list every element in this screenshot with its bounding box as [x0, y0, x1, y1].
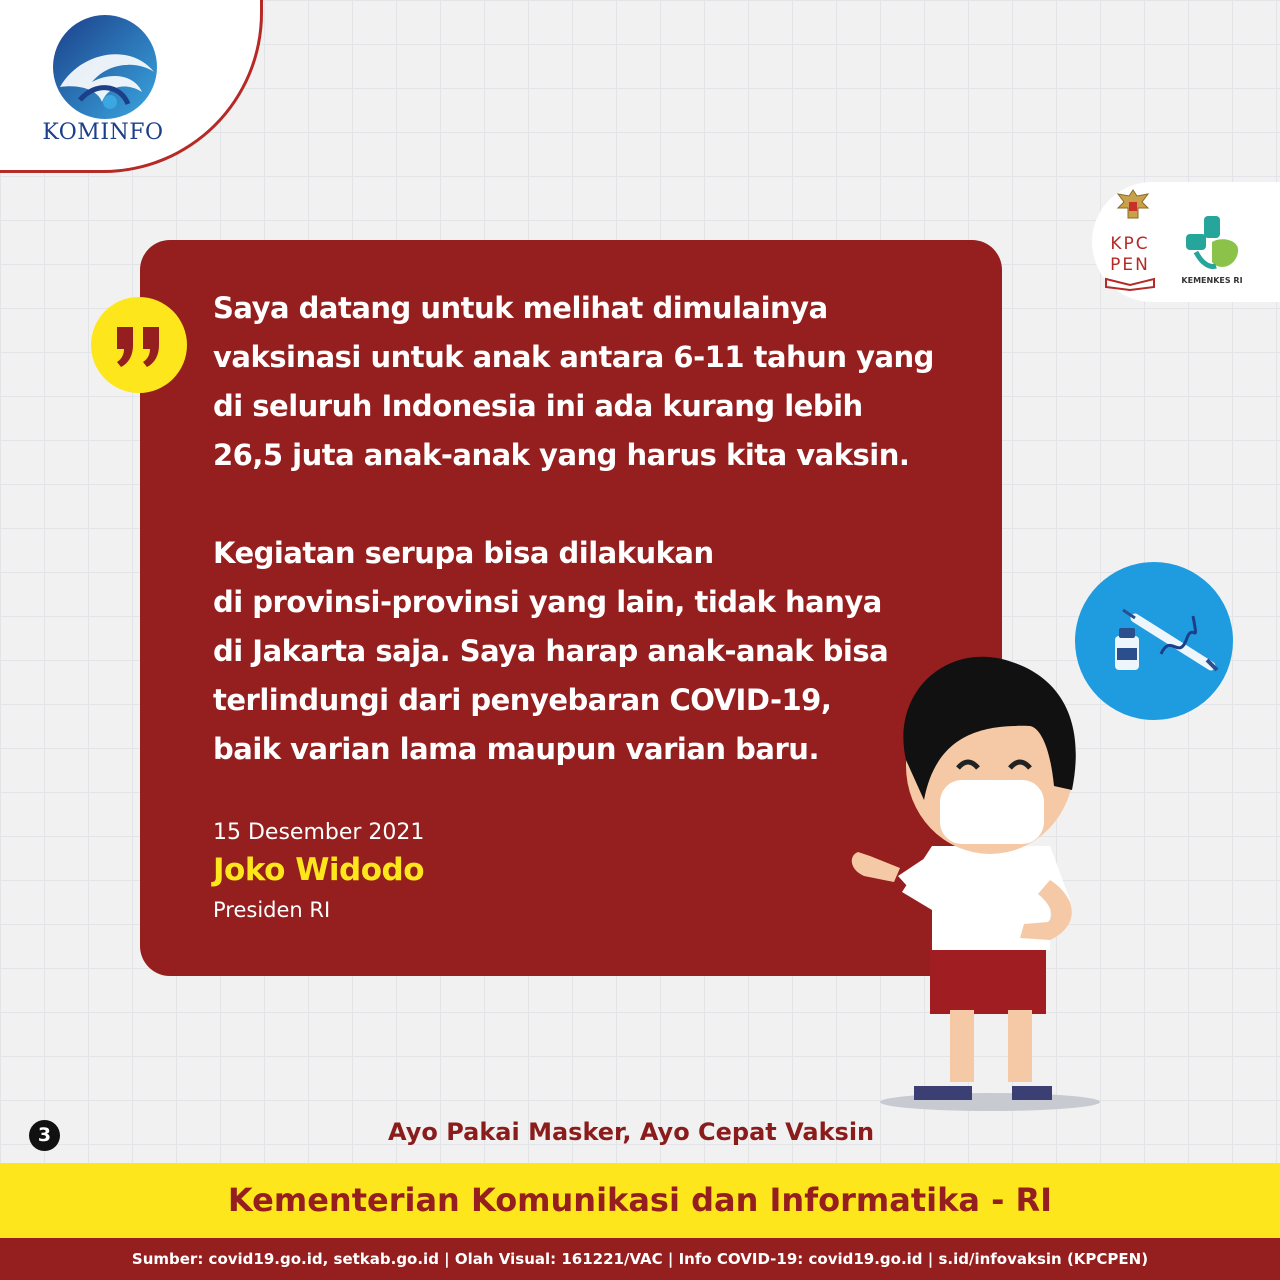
- quote-date: 15 Desember 2021: [213, 820, 425, 845]
- ministry-name: Kementerian Komunikasi dan Informatika - RI: [227, 1181, 1053, 1219]
- quote-paragraph: Saya datang untuk melihat dimulainya vaksinasi untuk anak antara 6-11 tahun yang di seluruh Indonesia ini ada kurang lebih 26,5 juta anak-anak yang harus kita vaksin.: [213, 291, 934, 472]
- speaker-name: Joko Widodo: [213, 852, 425, 888]
- kemenkes-wordmark: KEMENKES RI: [1181, 276, 1243, 285]
- kominfo-logo-icon: [50, 12, 160, 122]
- campaign-slogan: Ayo Pakai Masker, Ayo Cepat Vaksin: [388, 1118, 875, 1146]
- source-credits: Sumber: covid19.go.id, setkab.go.id | Olah Visual: 161221/VAC | Info COVID-19: covid19.go.id | s.id/infovaksin (KPCPEN): [131, 1250, 1149, 1268]
- garuda-emblem-icon: [1114, 186, 1152, 226]
- kemenkes-logo-icon: [1182, 212, 1244, 274]
- quotation-mark-icon: [91, 297, 187, 393]
- book-icon: [1104, 277, 1156, 291]
- page-number-badge: 3: [29, 1120, 60, 1151]
- kpcpen-wordmark: KPC PEN: [1110, 234, 1150, 275]
- quote-paragraph: Kegiatan serupa bisa dilakukan di provinsi-provinsi yang lain, tidak hanya di Jakarta saja. Saya harap anak-anak bisa terlindungi dari penyebaran COVID-19, baik varian lama maupun varian baru.: [213, 536, 889, 766]
- speaker-title: Presiden RI: [213, 898, 331, 922]
- kominfo-wordmark: KOMINFO: [42, 120, 164, 145]
- masked-child-illustration: [840, 650, 1110, 1120]
